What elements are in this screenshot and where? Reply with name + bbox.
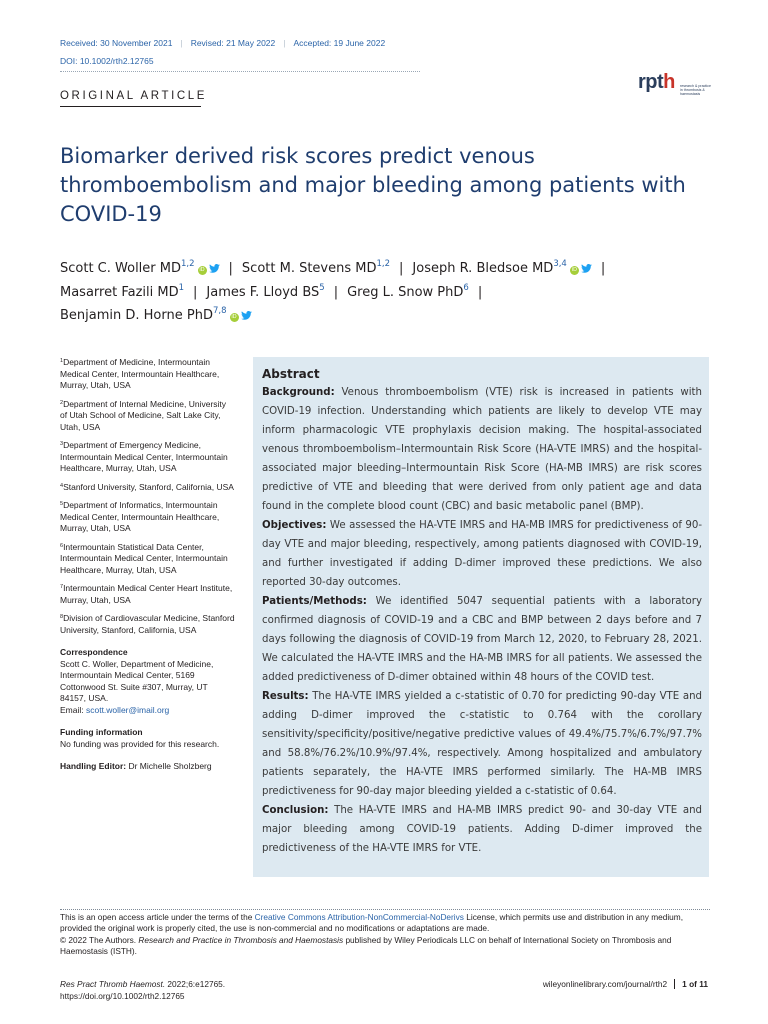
funding-heading: Funding information: [60, 727, 143, 737]
correspondence-email-line: Email: scott.woller@imail.org: [60, 704, 170, 715]
journal-abbrev: Res Pract Thromb Haemost.: [60, 979, 166, 989]
divider: |: [283, 38, 286, 48]
correspondence-heading: Correspondence: [60, 647, 128, 657]
author-separator: |: [333, 285, 339, 300]
article-title: Biomarker derived risk scores predict venous thromboembolism and major bleeding among patients with COVID-19: [60, 144, 686, 226]
affiliation: $^3$Department of Emergency Medicine, Intermountain Medical Center, Intermountain Healthcare, Murray, Utah, USA: [60, 440, 228, 473]
author[interactable]: Masarret Fazili $MD^1$: [60, 283, 185, 300]
abstract-objectives: Objectives: We assessed the HA-VTE IMRS and HA-MB IMRS for predictiveness of 90-day VTE and major bleeding, respectively, among patients diagnosed with COVID-19, and further investigated if adding D-dimer improved these predictions. We also reported 30-day outcomes.: [262, 520, 702, 588]
abstract-heading: Abstract: [262, 367, 320, 381]
orcid-icon[interactable]: iD: [199, 267, 205, 273]
footer-divider: [674, 979, 675, 989]
author-separator: |: [193, 285, 198, 300]
abstract-methods: Patients/Methods: We identified 5047 sequential patients with a laboratory confirmed diagnosis of COVID-19 and a CBC and BMP between 2 days before and 7 days following the diagnosis of COVID-19 from March 12, 2020, to February 28, 2021. We calculated the HA-VTE IMRS and the HA-MB IMRS for all patients. We assessed the added predictiveness of D-dimer obtained within 48 hours of the COVID test.: [262, 596, 702, 683]
footer-citation: [60, 979, 225, 1002]
license-rule: [60, 909, 710, 910]
logo-mark: rpth: [638, 71, 675, 93]
copyright-text: © 2022 The Authors. Research and Practice in Thrombosis and Haemostasis published by Wiley Periodicals LLC on behalf of International Society on Thrombosis and Haemostasis (ISTH).: [60, 934, 672, 956]
twitter-icon[interactable]: [209, 258, 220, 281]
author[interactable]: Benjamin D. Horne PhD$^{7,8}$: [60, 306, 227, 323]
affiliation: $^7$Intermountain Medical Center Heart Institute, Murray, Utah, USA: [60, 583, 233, 605]
doi-link[interactable]: DOI: 10.1002/rth2.12765: [60, 56, 154, 66]
footer-right: [543, 979, 708, 989]
author[interactable]: Scott C. Woller MD$^{1,2}$: [60, 259, 195, 276]
author-separator: |: [399, 261, 404, 276]
orcid-icon[interactable]: iD: [231, 314, 237, 320]
divider: |: [180, 38, 183, 48]
email-link[interactable]: scott.woller@imail.org: [85, 704, 170, 715]
cc-license-link[interactable]: Creative Commons Attribution-NonCommercial-NoDerivs: [254, 912, 464, 922]
affiliation: $^4$Stanford University, Stanford, California, USA: [60, 481, 234, 492]
handling-editor-label: Handling Editor:: [60, 761, 127, 771]
handling-editor-name: Dr Michelle Sholzberg: [126, 761, 212, 771]
logo-subtitle: research & practice in thrombosis & haemostasis: [680, 84, 711, 96]
article-type: ORIGINAL ARTICLE: [60, 90, 208, 102]
funding-text: No funding was provided for this research.: [60, 738, 220, 749]
author-separator: |: [600, 261, 606, 276]
abstract-results: Results: The HA-VTE IMRS yielded a c-statistic of 0.70 for predicting 90-day VTE and adding D-dimer improved the c-statistic to 0.764 with the corollary sensitivity/specificity/positive/negative predictive values of 49.4%/75.7%/6.7%/97.7% and 58.8%/76.2%/10.9%/97.4%, respectively. Among hospitalized and ambulatory patients separately, the HA-VTE IMRS performed similarly. The HA-MB IMRS predictiveness for 90-day major bleeding yielded a c-statistic of 0.64.: [262, 691, 702, 797]
affiliation: $^5$Department of Informatics, Intermountain Medical Center, Intermountain Healthcare, Murray, Utah, USA: [60, 500, 220, 533]
received-date: Received: 30 November 2021: [60, 38, 173, 48]
affiliation: $^8$Division of Cardiovascular Medicine, Stanford University, Stanford, California, USA: [60, 613, 235, 635]
journal-logo: [638, 72, 714, 102]
author[interactable]: Scott M. Stevens MD$^{1,2}$: [241, 259, 391, 276]
article-type-rule: [60, 106, 201, 107]
affiliation: $^6$Intermountain Statistical Data Center, Intermountain Medical Center, Intermountain Healthcare, Murray, Utah, USA: [60, 541, 228, 575]
license-notice: [60, 912, 710, 957]
affiliation: $^1$Department of Medicine, Intermountain Medical Center, Intermountain Healthcare, Murray, Utah, USA: [60, 357, 220, 390]
affiliations-column: [60, 357, 235, 781]
citation-details: 2022;6:e12765.: [165, 979, 226, 989]
publication-dates: [60, 38, 385, 48]
correspondence-address: Scott C. Woller, Department of Medicine, Intermountain Medical Center, 5169 Cottonwood St. Suite #307, Murray, UT 84157, USA.: [60, 658, 214, 703]
handling-editor: [60, 761, 235, 773]
orcid-icon[interactable]: iD: [571, 267, 577, 273]
twitter-icon[interactable]: [241, 305, 252, 328]
author-list: [60, 257, 720, 328]
accepted-date: Accepted: 19 June 2022: [293, 38, 386, 48]
abstract-content: [262, 365, 702, 858]
abstract-box: [253, 357, 709, 877]
header-rule: [60, 71, 420, 72]
revised-date: Revised: 21 May 2022: [190, 38, 276, 48]
author[interactable]: Greg L. Snow PhD$^6$: [347, 283, 469, 300]
footer-doi-link[interactable]: https://doi.org/10.1002/rth2.12765: [60, 990, 185, 1001]
author[interactable]: James F. Lloyd $BS^5$: [206, 283, 325, 300]
abstract-conclusion: Conclusion: The HA-VTE IMRS and HA-MB IMRS predict 90- and 30-day VTE and major bleeding among COVID-19 patients. Adding D-dimer improved the predictiveness of the HA-VTE IMRS for VTE.: [262, 805, 702, 854]
author-separator: |: [477, 285, 483, 300]
journal-site-link[interactable]: wileyonlinelibrary.com/journal/rth2: [542, 979, 668, 989]
funding: [60, 727, 235, 750]
license-text: This is an open access article under the terms of the Creative Commons Attribution-NonCommercial-NoDerivs License, which permits use and distribution in any medium, provided the original work is properly cited, the use is non-commercial and no modifications or adaptations are made.: [60, 912, 684, 934]
affiliation: $^2$Department of Internal Medicine, University of Utah School of Medicine, Salt Lake City, Utah, USA: [60, 398, 227, 432]
abstract-background: Background: Venous thromboembolism (VTE) risk is increased in patients with COVID-19 infection. Understanding which patients are likely to develop VTE may inform pharmacologic VTE prophylaxis decision making. The hospital-associated venous thromboembolism–Intermountain Risk Score (HA-VTE IMRS) and the hospital-associated major bleeding–Intermountain Risk Score (HA-MB IMRS) are risk scores predictive of VTE and bleeding that were derived from only patient age and data found in the complete blood count (CBC) and basic metabolic panel (BMP).: [262, 387, 702, 512]
twitter-icon[interactable]: [581, 258, 592, 281]
correspondence: [60, 647, 235, 716]
author-separator: |: [228, 261, 233, 276]
author[interactable]: Joseph R. Bledsoe MD$^{3,4}$: [412, 259, 567, 276]
page-number: 1 of 11: [682, 979, 708, 989]
